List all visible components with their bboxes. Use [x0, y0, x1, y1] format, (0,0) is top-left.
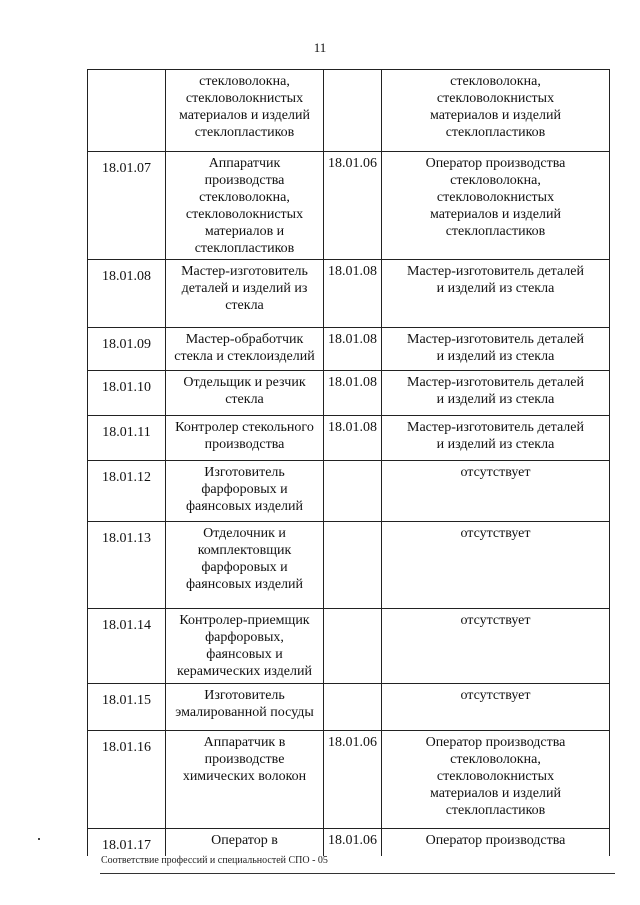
old-profession-cell: Отдельщик и резчик стекла	[166, 371, 324, 416]
old-code-cell	[88, 70, 166, 152]
table-row	[88, 684, 610, 731]
old-profession-cell: Мастер-обработчик стекла и стеклоизделий	[166, 328, 324, 371]
old-code-cell: 18.01.08	[88, 260, 166, 328]
old-profession-cell: Изготовитель эмалированной посуды	[166, 684, 324, 731]
old-code-cell: 18.01.09	[88, 328, 166, 371]
new-profession-cell: Мастер-изготовитель деталей и изделий из стекла	[382, 328, 610, 371]
old-profession-cell: Контролер стекольного производства	[166, 416, 324, 461]
new-profession-cell: отсутствует	[382, 461, 610, 522]
new-code-cell: 18.01.08	[324, 416, 382, 461]
professions-table	[87, 69, 610, 856]
old-code-cell: 18.01.10	[88, 371, 166, 416]
old-profession-cell: Контролер-приемщик фарфоровых, фаянсовых и керамических изделий	[166, 609, 324, 684]
old-code-cell: 18.01.17	[88, 829, 166, 857]
new-code-cell: 18.01.08	[324, 260, 382, 328]
old-profession-cell: Аппаратчик производства стекловолокна, стекловолокнистых материалов и стеклопластиков	[166, 152, 324, 260]
table-row	[88, 152, 610, 260]
new-profession-cell: Оператор производства стекловолокна, стекловолокнистых материалов и изделий стеклопластиков	[382, 152, 610, 260]
scan-mark	[38, 838, 40, 840]
table-row	[88, 416, 610, 461]
new-profession-cell: Оператор производства стекловолокна, стекловолокнистых материалов и изделий стеклопластиков	[382, 731, 610, 829]
new-code-cell: 18.01.06	[324, 829, 382, 857]
old-code-cell: 18.01.14	[88, 609, 166, 684]
table-row	[88, 609, 610, 684]
new-profession-cell: отсутствует	[382, 522, 610, 609]
new-code-cell	[324, 609, 382, 684]
new-code-cell	[324, 684, 382, 731]
page-number: 11	[313, 40, 327, 55]
old-code-cell: 18.01.12	[88, 461, 166, 522]
new-code-cell: 18.01.06	[324, 152, 382, 260]
table-row	[88, 829, 610, 857]
professions-table-body	[88, 70, 610, 857]
new-code-cell: 18.01.06	[324, 731, 382, 829]
old-profession-cell: Аппаратчик в производстве химических волокон	[166, 731, 324, 829]
table-row	[88, 522, 610, 609]
new-code-cell: 18.01.08	[324, 371, 382, 416]
new-profession-cell: Оператор производства	[382, 829, 610, 857]
table-row	[88, 328, 610, 371]
old-code-cell: 18.01.07	[88, 152, 166, 260]
table-row	[88, 70, 610, 152]
old-code-cell: 18.01.16	[88, 731, 166, 829]
old-code-cell: 18.01.13	[88, 522, 166, 609]
new-profession-cell: Мастер-изготовитель деталей и изделий из стекла	[382, 260, 610, 328]
new-code-cell	[324, 70, 382, 152]
new-profession-cell: отсутствует	[382, 609, 610, 684]
old-profession-cell: стекловолокна, стекловолокнистых материалов и изделий стеклопластиков	[166, 70, 324, 152]
new-profession-cell: Мастер-изготовитель деталей и изделий из стекла	[382, 371, 610, 416]
old-profession-cell: Мастер-изготовитель деталей и изделий из стекла	[166, 260, 324, 328]
table-row	[88, 371, 610, 416]
table-row	[88, 461, 610, 522]
table-row	[88, 731, 610, 829]
new-code-cell	[324, 522, 382, 609]
new-profession-cell: отсутствует	[382, 684, 610, 731]
old-profession-cell: Оператор в	[166, 829, 324, 857]
footer-caption: Соответствие профессий и специальностей СПО - 05	[101, 855, 328, 866]
old-profession-cell: Изготовитель фарфоровых и фаянсовых изделий	[166, 461, 324, 522]
old-code-cell: 18.01.11	[88, 416, 166, 461]
new-profession-cell: Мастер-изготовитель деталей и изделий из стекла	[382, 416, 610, 461]
table-row	[88, 260, 610, 328]
new-profession-cell: стекловолокна, стекловолокнистых материалов и изделий стеклопластиков	[382, 70, 610, 152]
old-profession-cell: Отделочник и комплектовщик фарфоровых и фаянсовых изделий	[166, 522, 324, 609]
old-code-cell: 18.01.15	[88, 684, 166, 731]
new-code-cell	[324, 461, 382, 522]
new-code-cell: 18.01.08	[324, 328, 382, 371]
footer-rule	[100, 873, 615, 874]
